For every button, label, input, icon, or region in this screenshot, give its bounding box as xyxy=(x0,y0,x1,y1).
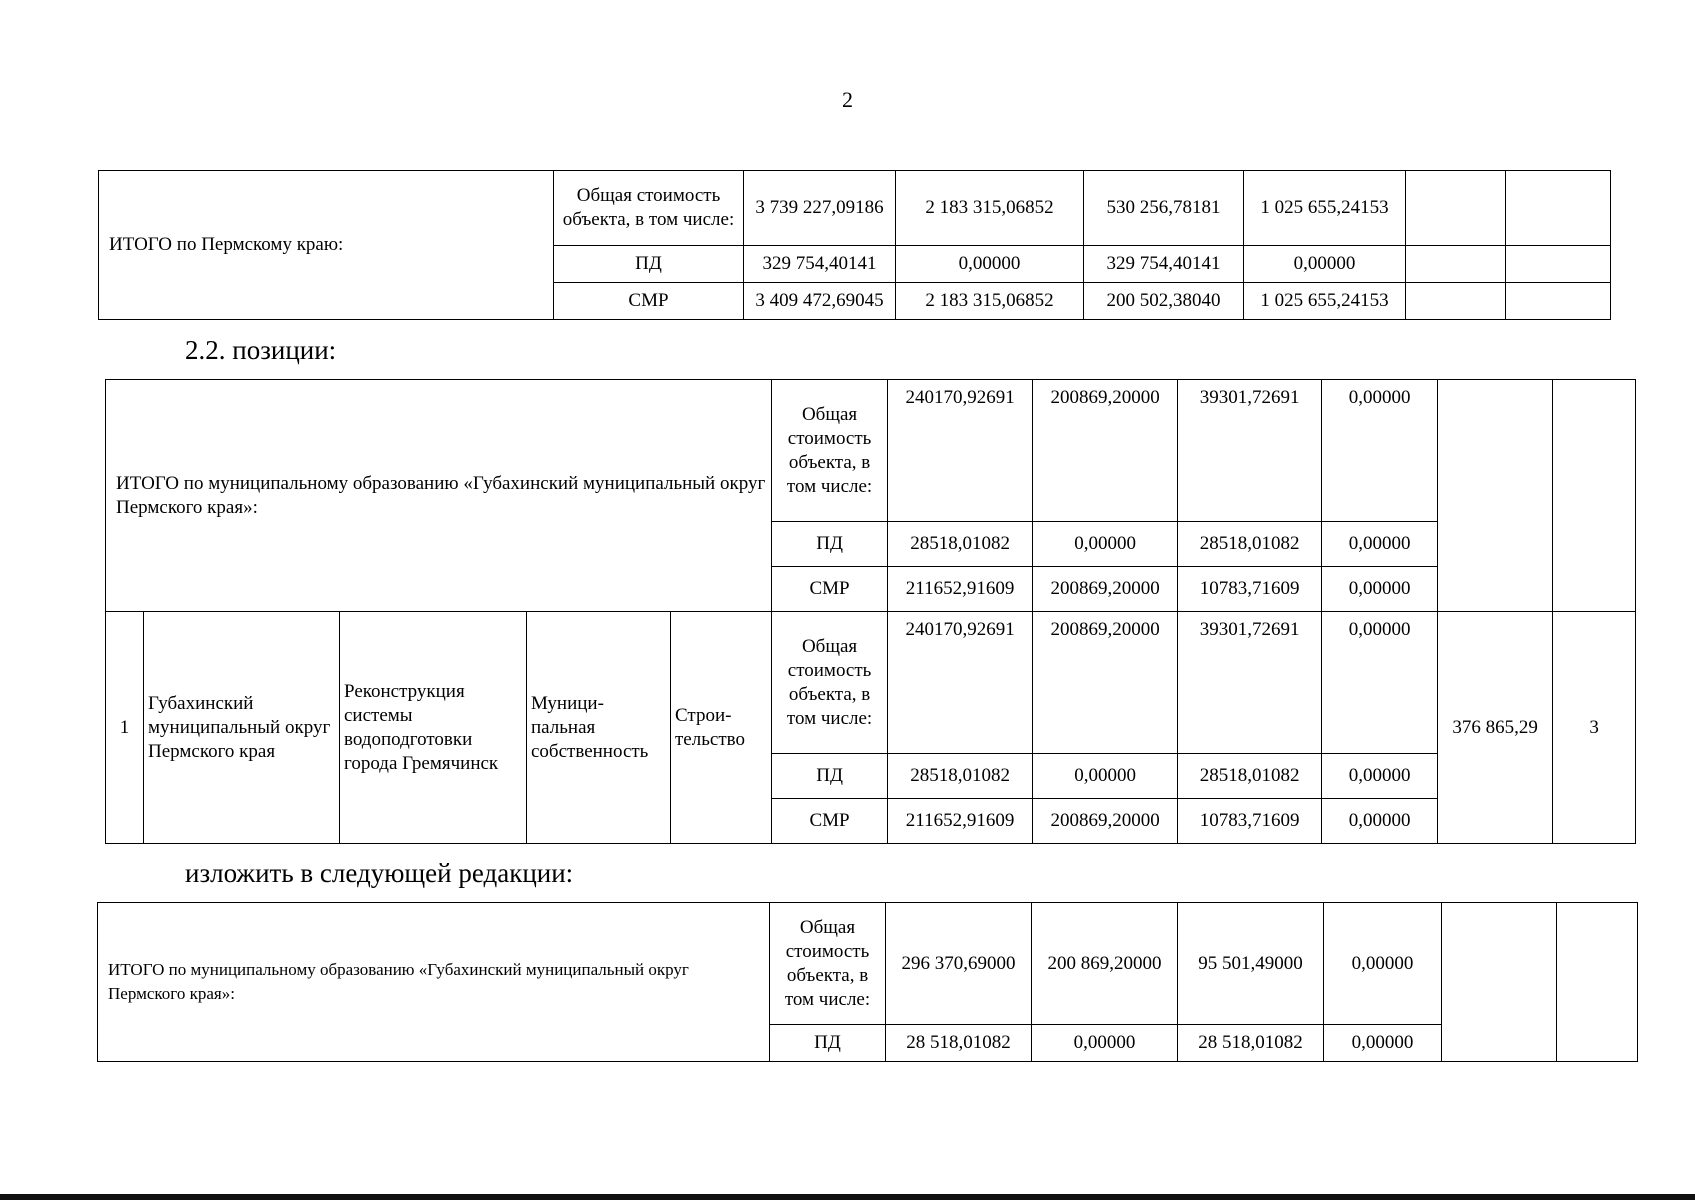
value-cell: 0,00000 xyxy=(1322,380,1438,522)
value-cell: 0,00000 xyxy=(1322,799,1438,844)
row-type: СМР xyxy=(772,567,888,612)
value-cell: 0,00000 xyxy=(1322,612,1438,754)
value-cell: 530 256,78181 xyxy=(1084,171,1244,246)
value-cell: 0,00000 xyxy=(1322,754,1438,799)
value-cell: 329 754,40141 xyxy=(744,246,896,283)
value-cell: 0,00000 xyxy=(1032,1025,1178,1062)
row-type: ПД xyxy=(772,754,888,799)
row-type: Общая стоимость объекта, в том числе: xyxy=(770,903,886,1025)
row-type: Общая стоимость объекта, в том числе: xyxy=(554,171,744,246)
value-cell: 39301,72691 xyxy=(1178,380,1322,522)
empty-cell xyxy=(1506,246,1611,283)
row-type: Общая стоимость объекта, в том числе: xyxy=(772,612,888,754)
value-cell: 211652,91609 xyxy=(888,567,1033,612)
perm-total-label: ИТОГО по Пермскому краю: xyxy=(99,171,554,320)
value-cell: 240170,92691 xyxy=(888,612,1033,754)
value-cell: 200 502,38040 xyxy=(1084,283,1244,320)
empty-cell xyxy=(1442,903,1557,1062)
table-perm-total xyxy=(98,170,1611,320)
row-type: ПД xyxy=(554,246,744,283)
item-municipality: Губахинский муниципальный округ Пермского края xyxy=(144,612,340,844)
item-year: 3 xyxy=(1553,612,1636,844)
page-number: 2 xyxy=(842,87,853,112)
value-cell: 329 754,40141 xyxy=(1084,246,1244,283)
item-ownership: Муници-пальная собственность xyxy=(527,612,671,844)
value-cell: 1 025 655,24153 xyxy=(1244,171,1406,246)
scan-edge xyxy=(0,1194,1695,1200)
value-cell: 28518,01082 xyxy=(1178,754,1322,799)
item-object: Реконструкция системы водоподготовки города Гремячинск xyxy=(340,612,527,844)
value-cell: 296 370,69000 xyxy=(886,903,1032,1025)
value-cell: 0,00000 xyxy=(1033,522,1178,567)
empty-cell xyxy=(1553,380,1636,612)
new-total-label: ИТОГО по муниципальному образованию «Губахинский муниципальный округ Пермского края»: xyxy=(98,903,770,1062)
value-cell: 200869,20000 xyxy=(1033,799,1178,844)
value-cell: 28518,01082 xyxy=(1178,522,1322,567)
value-cell: 39301,72691 xyxy=(1178,612,1322,754)
value-cell: 0,00000 xyxy=(1324,1025,1442,1062)
value-cell: 0,00000 xyxy=(896,246,1084,283)
item-work-type: Строи-тельство xyxy=(671,612,772,844)
value-cell: 211652,91609 xyxy=(888,799,1033,844)
table-new-edition xyxy=(97,902,1638,1062)
row-type: ПД xyxy=(772,522,888,567)
positions-total-label: ИТОГО по муниципальному образованию «Губахинский муниципальный округ Пермского края»: xyxy=(106,380,772,612)
row-type: Общая стоимость объекта, в том числе: xyxy=(772,380,888,522)
empty-cell xyxy=(1406,283,1506,320)
value-cell: 28 518,01082 xyxy=(1178,1025,1324,1062)
empty-cell xyxy=(1506,171,1611,246)
empty-cell xyxy=(1406,171,1506,246)
empty-cell xyxy=(1406,246,1506,283)
value-cell: 0,00000 xyxy=(1322,522,1438,567)
empty-cell xyxy=(1557,903,1638,1062)
empty-cell xyxy=(1438,380,1553,612)
row-type: СМР xyxy=(554,283,744,320)
value-cell: 0,00000 xyxy=(1322,567,1438,612)
value-cell: 240170,92691 xyxy=(888,380,1033,522)
value-cell: 0,00000 xyxy=(1033,754,1178,799)
heading-positions: 2.2. позиции: xyxy=(185,335,337,365)
value-cell: 1 025 655,24153 xyxy=(1244,283,1406,320)
value-cell: 10783,71609 xyxy=(1178,567,1322,612)
value-cell: 28518,01082 xyxy=(888,754,1033,799)
value-cell: 95 501,49000 xyxy=(1178,903,1324,1025)
item-number: 1 xyxy=(106,612,144,844)
row-type: СМР xyxy=(772,799,888,844)
value-cell: 10783,71609 xyxy=(1178,799,1322,844)
value-cell: 200869,20000 xyxy=(1033,567,1178,612)
value-cell: 3 739 227,09186 xyxy=(744,171,896,246)
value-cell: 200869,20000 xyxy=(1033,612,1178,754)
value-cell: 2 183 315,06852 xyxy=(896,171,1084,246)
empty-cell xyxy=(1506,283,1611,320)
value-cell: 200 869,20000 xyxy=(1032,903,1178,1025)
value-cell: 200869,20000 xyxy=(1033,380,1178,522)
value-cell: 0,00000 xyxy=(1244,246,1406,283)
value-cell: 0,00000 xyxy=(1324,903,1442,1025)
row-type: ПД xyxy=(770,1025,886,1062)
heading-new-edition: изложить в следующей редакции: xyxy=(185,858,574,888)
value-cell: 28518,01082 xyxy=(888,522,1033,567)
table-positions xyxy=(105,379,1636,844)
value-cell: 3 409 472,69045 xyxy=(744,283,896,320)
value-cell: 2 183 315,06852 xyxy=(896,283,1084,320)
value-cell: 28 518,01082 xyxy=(886,1025,1032,1062)
item-capacity: 376 865,29 xyxy=(1438,612,1553,844)
